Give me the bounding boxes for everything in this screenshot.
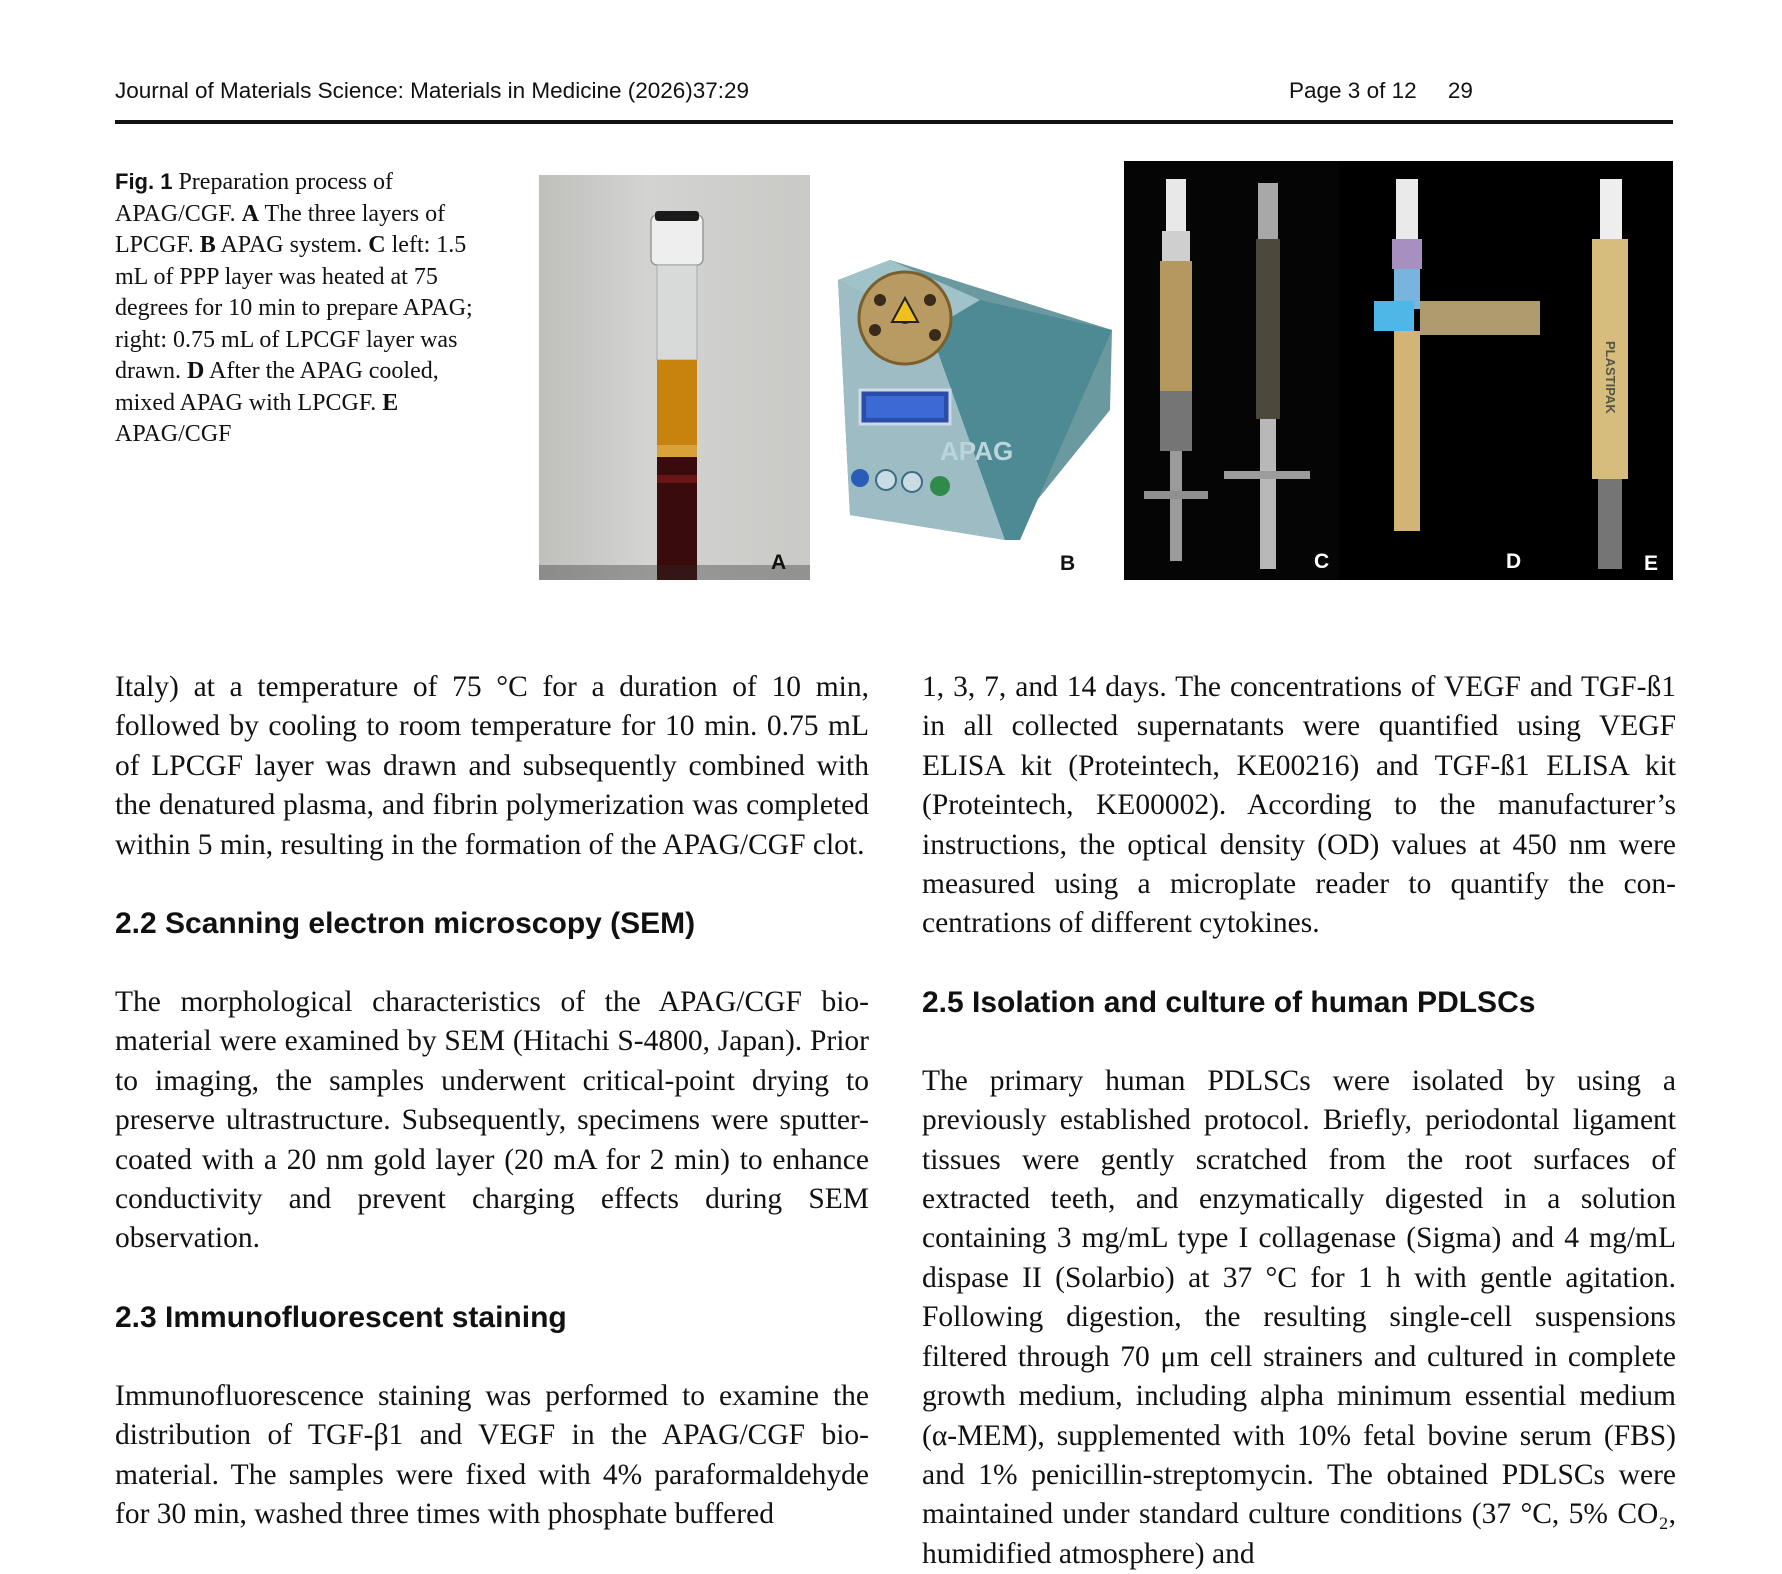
caption-text-segment: Preparation process of APAG/CGF. (115, 169, 394, 227)
caption-panel-letter: B (199, 232, 216, 258)
figure-label: Fig. 1 (115, 169, 173, 194)
running-header (115, 78, 1673, 124)
panel-label-a: A (771, 551, 787, 574)
panel-label-c: C (1314, 550, 1330, 573)
right-column (922, 668, 1676, 1574)
panel-label-b: B (1060, 552, 1076, 575)
section-heading-sem: 2.2 Scanning electron microscopy (SEM) (115, 907, 696, 941)
panel-label-d: D (1506, 550, 1522, 573)
device-logo-text: APAG (940, 436, 1014, 466)
figure-panel-a (539, 175, 810, 580)
apag-device-photo (820, 240, 1120, 580)
section-heading-pdlsc: 2.5 Isolation and culture of human PDLSCs (922, 985, 1536, 1019)
caption-panel-letter: A (241, 200, 259, 227)
panel-label-e: E (1644, 552, 1659, 575)
paragraph-immunofluorescence: Immunofluorescence staining was performed to examine the distribution of TGF-β1 and VEGF in the APAG/CGF biomaterial. The samples were fixed with 4% paraformaldehyde for 30 min, washed three times with phosphate buffered (115, 1379, 869, 1531)
left-column (115, 668, 869, 1535)
journal-citation: Journal of Materials Science: Materials in Medicine (2026)37:29 (115, 78, 750, 103)
page-number: Page 3 of 12 29 (1289, 78, 1473, 103)
caption-text-segment: APAG/CGF (115, 421, 232, 447)
syringe-brand-text: PLASTIPAK (1603, 341, 1618, 414)
caption-panel-letter: E (382, 389, 399, 416)
paragraph-preparation-continued: Italy) at a temperature of 75 °C for a duration of 10 min, followed by cooling to room temperature for 10 min. 0.75 mL of LPCGF layer was drawn and subsequently combined with the denatured plasma, and fibrin polymerization was completed within 5 min, resulting in the formation of the APAG/CGF clot. (115, 671, 869, 861)
paragraph-elisa-continued: 1, 3, 7, and 14 days. The concentrations of VEGF and TGF-ß1 in all collected supernatants were quantified using VEGF ELISA kit (Proteintech, KE00216) and TGF-ß1 ELISA kit (Proteintech, KE00002). According to the manufacturer’s instructions, the optical density (OD) values at 450 nm were measured using a microplate reader to quantify the concentrations of different cytokines. (922, 671, 1676, 940)
paragraph-sem: The morphological characteristics of the APAG/CGF biomaterial were examined by SEM (Hitachi S-4800, Japan). Prior to imaging, the samples underwent critical-point drying to preserve ultrastructure. Subsequently, specimens were sputter-coated with a 20 nm gold layer (20 mA for 2 min) to enhance conductivity and prevent charging effects during SEM observation. (115, 986, 869, 1255)
figure-panel-cde (1124, 161, 1673, 580)
figure-caption (115, 166, 475, 451)
caption-panel-letter: C (368, 232, 386, 258)
caption-panel-letter: D (186, 358, 205, 384)
paragraph-pdlsc: The primary human PDLSCs were isolated by using a previously established protocol. Briefly, periodontal ligament tissues were gently scratched from the root surfaces of extracted teeth, and enzymatically digested in a solution containing 3 mg/mL type I collagenase (Sigma) and 4 mg/mL dispase II (Solarbio) at 37 °C for 1 h with gentle agitation. Following digestion, the resulting single-cell suspensions filtered through 70 μm cell strainers and cultured in complete growth medium, including alpha minimum essential medium (α-MEM), supplemented with 10% fetal bovine serum (FBS) and 1% penicillin-streptomycin. The obtained PDLSCs were maintained under standard culture conditions (37 °C, 5% CO₂, humidified atmosphere) and (922, 1064, 1676, 1570)
syringes-photo (1124, 161, 1673, 580)
figure-caption-text (115, 169, 473, 447)
tube-photo (539, 175, 810, 580)
section-heading-immunofluorescence: 2.3 Immunofluorescent staining (115, 1300, 567, 1334)
caption-text-segment: The three layers of LPCGF. (115, 200, 446, 258)
caption-text-segment: APAG system. (215, 232, 369, 258)
caption-text-segment: left: 1.5 mL of PPP layer was heated at 75 degrees for 10 min to prepare APAG; right: 0.75 mL of LPCGF layer was drawn. (115, 232, 473, 384)
figure-panel-b (820, 240, 1120, 580)
caption-text-segment: After the APAG cooled, mixed APAG with LPCGF. (115, 358, 439, 416)
